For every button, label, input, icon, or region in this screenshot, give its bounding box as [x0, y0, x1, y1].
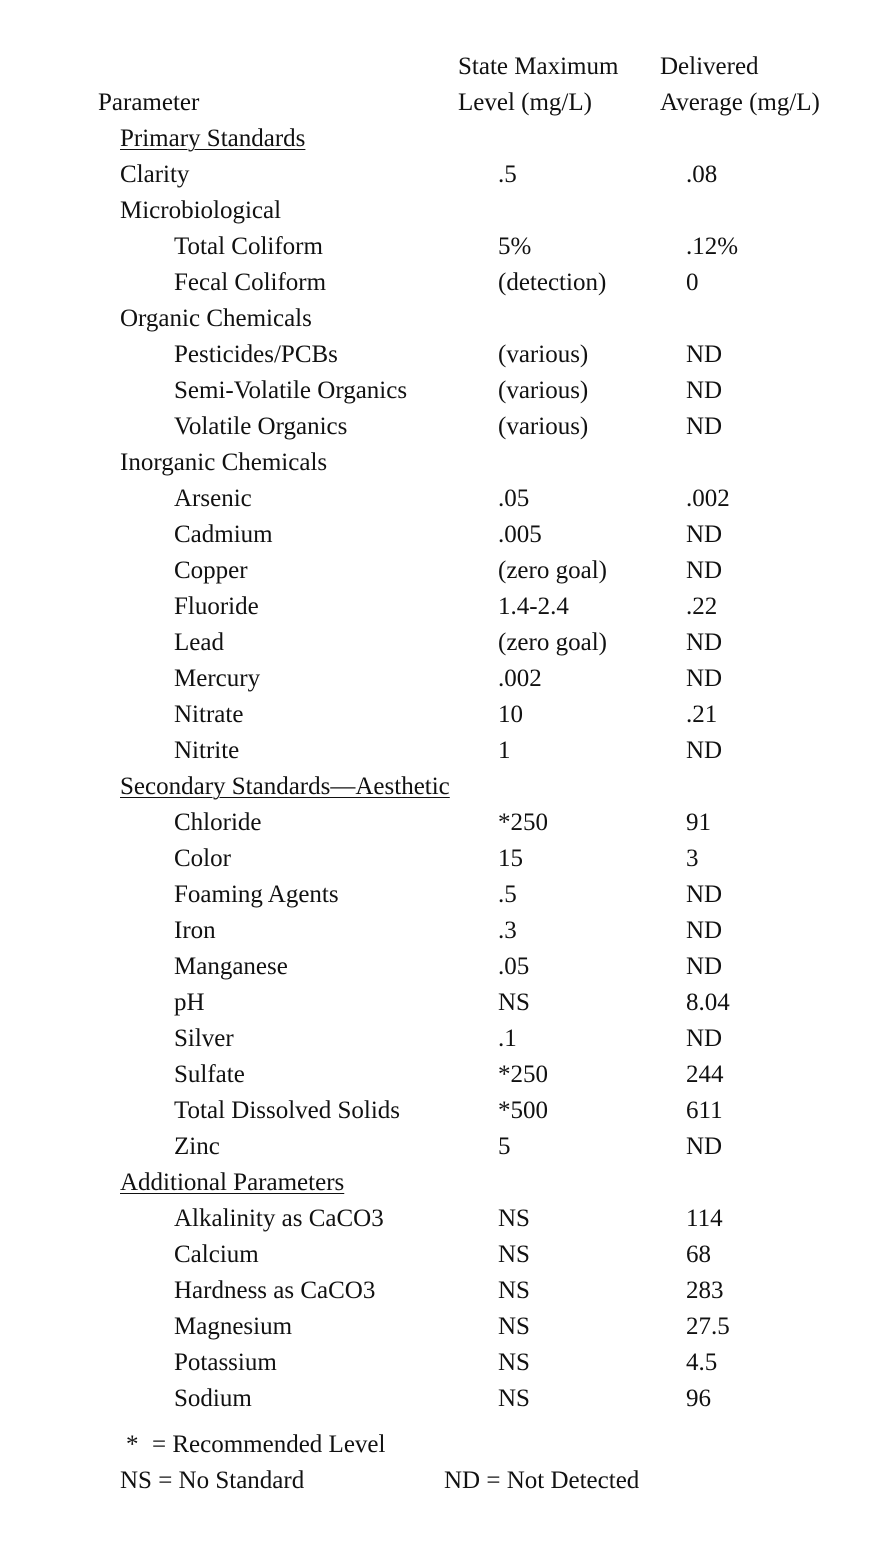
table-row: [0, 481, 876, 517]
state-max-level: (various): [498, 341, 589, 368]
header-delivered-line2: Average (mg/L): [660, 89, 820, 116]
state-max-level: NS: [498, 1205, 530, 1232]
delivered-average: 8.04: [686, 989, 730, 1016]
parameter-name: Mercury: [174, 665, 261, 692]
parameter-name: Color: [174, 845, 231, 872]
section-heading-row: [0, 121, 876, 157]
table-row: [0, 625, 876, 661]
parameter-name: Manganese: [174, 953, 288, 980]
parameter-name: Alkalinity as CaCO3: [174, 1205, 384, 1232]
parameter-name: Cadmium: [174, 521, 273, 548]
delivered-average: 283: [686, 1277, 724, 1304]
delivered-average: ND: [686, 521, 723, 548]
delivered-average: 611: [686, 1097, 723, 1124]
state-max-level: 10: [498, 701, 523, 728]
parameter-name: Pesticides/PCBs: [174, 341, 338, 368]
parameter-name: Semi-Volatile Organics: [174, 377, 408, 404]
table-row: [0, 517, 876, 553]
table-row: [0, 1057, 876, 1093]
table-row: [0, 409, 876, 445]
parameter-name: Fluoride: [174, 593, 259, 620]
table-row: [0, 193, 876, 229]
table-row: [0, 1201, 876, 1237]
parameter-name: Lead: [174, 629, 224, 656]
state-max-level: NS: [498, 1313, 530, 1340]
parameter-name: Total Coliform: [174, 233, 323, 260]
legend-star-symbol: *: [126, 1431, 139, 1458]
delivered-average: ND: [686, 413, 723, 440]
table-row: [0, 985, 876, 1021]
state-max-level: NS: [498, 1385, 530, 1412]
state-max-level: .05: [498, 485, 530, 512]
parameter-name: Clarity: [120, 161, 190, 188]
delivered-average: 3: [686, 845, 699, 872]
parameter-name: Potassium: [174, 1349, 277, 1376]
parameter-name: Inorganic Chemicals: [120, 449, 328, 476]
table-row: [0, 877, 876, 913]
state-max-level: .005: [498, 521, 542, 548]
delivered-average: .12%: [686, 233, 739, 260]
delivered-average: 96: [686, 1385, 711, 1412]
table-row: [0, 265, 876, 301]
state-max-level: NS: [498, 1349, 530, 1376]
state-max-level: NS: [498, 1241, 530, 1268]
table-row: [0, 841, 876, 877]
state-max-level: *250: [498, 1061, 548, 1088]
table-row: [0, 229, 876, 265]
parameter-name: Volatile Organics: [174, 413, 348, 440]
delivered-average: 244: [686, 1061, 724, 1088]
parameter-name: Hardness as CaCO3: [174, 1277, 376, 1304]
table-row: [0, 949, 876, 985]
table-row: [0, 1129, 876, 1165]
delivered-average: .002: [686, 485, 730, 512]
parameter-name: Sodium: [174, 1385, 252, 1412]
state-max-level: .002: [498, 665, 542, 692]
section-heading: Additional Parameters: [120, 1169, 345, 1196]
state-max-level: .5: [498, 161, 517, 188]
table-row: [0, 1273, 876, 1309]
table-row: [0, 1381, 876, 1417]
parameter-name: Nitrate: [174, 701, 244, 728]
legend-not-detected: ND = Not Detected: [444, 1467, 640, 1494]
header-state-line2: Level (mg/L): [458, 89, 592, 116]
delivered-average: .08: [686, 161, 718, 188]
parameter-name: Silver: [174, 1025, 234, 1052]
table-row: [0, 1237, 876, 1273]
delivered-average: 114: [686, 1205, 723, 1232]
table-row: [0, 913, 876, 949]
state-max-level: (detection): [498, 269, 607, 296]
parameter-name: Arsenic: [174, 485, 252, 512]
header-parameter: Parameter: [98, 89, 200, 116]
header-delivered-line1: Delivered: [660, 53, 759, 80]
table-row: [0, 589, 876, 625]
state-max-level: .3: [498, 917, 517, 944]
delivered-average: ND: [686, 629, 723, 656]
parameter-name: Total Dissolved Solids: [174, 1097, 401, 1124]
delivered-average: ND: [686, 377, 723, 404]
delivered-average: ND: [686, 665, 723, 692]
state-max-level: .5: [498, 881, 517, 908]
table-row: [0, 1345, 876, 1381]
table-row: [0, 553, 876, 589]
delivered-average: ND: [686, 737, 723, 764]
delivered-average: ND: [686, 1133, 723, 1160]
parameter-name: Chloride: [174, 809, 262, 836]
state-max-level: *500: [498, 1097, 548, 1124]
table-row: [0, 301, 876, 337]
delivered-average: 4.5: [686, 1349, 718, 1376]
delivered-average: ND: [686, 881, 723, 908]
delivered-average: ND: [686, 1025, 723, 1052]
state-max-level: 1.4-2.4: [498, 593, 569, 620]
table-row: [0, 697, 876, 733]
state-max-level: (various): [498, 413, 589, 440]
state-max-level: NS: [498, 989, 530, 1016]
table-row: [0, 733, 876, 769]
state-max-level: 1: [498, 737, 511, 764]
parameter-name: Copper: [174, 557, 248, 584]
parameter-name: Microbiological: [120, 197, 282, 224]
parameter-name: Fecal Coliform: [174, 269, 327, 296]
delivered-average: .22: [686, 593, 718, 620]
section-heading-row: [0, 769, 876, 805]
state-max-level: NS: [498, 1277, 530, 1304]
delivered-average: ND: [686, 341, 723, 368]
table-row: [0, 805, 876, 841]
parameter-name: Organic Chemicals: [120, 305, 312, 332]
state-max-level: 15: [498, 845, 523, 872]
legend-recommended-level: = Recommended Level: [152, 1431, 386, 1458]
delivered-average: 68: [686, 1241, 711, 1268]
state-max-level: .05: [498, 953, 530, 980]
parameter-name: Calcium: [174, 1241, 259, 1268]
table-row: [0, 373, 876, 409]
state-max-level: 5%: [498, 233, 532, 260]
legend-no-standard: NS = No Standard: [120, 1467, 305, 1494]
table-row: [0, 1021, 876, 1057]
delivered-average: ND: [686, 557, 723, 584]
table-row: [0, 1309, 876, 1345]
table-row: [0, 445, 876, 481]
table-row: [0, 661, 876, 697]
state-max-level: (zero goal): [498, 557, 607, 584]
table-row: [0, 337, 876, 373]
table-row: [0, 1093, 876, 1129]
parameter-name: Magnesium: [174, 1313, 293, 1340]
parameter-name: pH: [174, 989, 205, 1016]
delivered-average: ND: [686, 953, 723, 980]
delivered-average: 91: [686, 809, 711, 836]
table-row: [0, 157, 876, 193]
header-state-line1: State Maximum: [458, 53, 619, 80]
section-heading: Primary Standards: [120, 125, 306, 152]
delivered-average: .21: [686, 701, 718, 728]
parameter-name: Iron: [174, 917, 216, 944]
delivered-average: 0: [686, 269, 699, 296]
section-heading-row: [0, 1165, 876, 1201]
parameter-name: Nitrite: [174, 737, 240, 764]
parameter-name: Sulfate: [174, 1061, 245, 1088]
delivered-average: 27.5: [686, 1313, 730, 1340]
state-max-level: *250: [498, 809, 548, 836]
section-heading: Secondary Standards—Aesthetic: [120, 773, 450, 800]
delivered-average: ND: [686, 917, 723, 944]
parameter-name: Foaming Agents: [174, 881, 339, 908]
state-max-level: (zero goal): [498, 629, 607, 656]
state-max-level: (various): [498, 377, 589, 404]
state-max-level: .1: [498, 1025, 517, 1052]
parameter-name: Zinc: [174, 1133, 220, 1160]
state-max-level: 5: [498, 1133, 511, 1160]
